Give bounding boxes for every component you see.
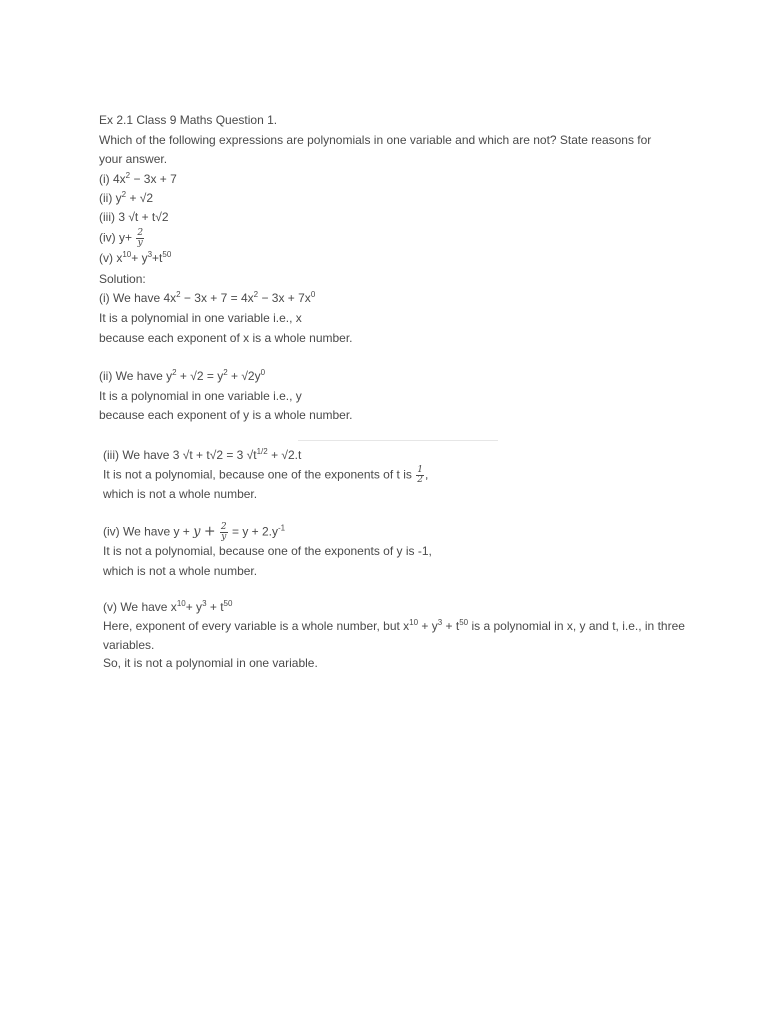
solution-v-line-3: variables. bbox=[103, 638, 155, 652]
solution-iv-line-3: which is not a whole number. bbox=[103, 564, 258, 578]
part-iii: (iii) 3 √t + t√2 bbox=[99, 210, 169, 224]
solution-label: Solution: bbox=[99, 272, 146, 286]
solution-i-line-2: It is a polynomial in one variable i.e., x bbox=[99, 311, 302, 325]
fraction: $\frac{1}{2}$ bbox=[417, 465, 423, 485]
fraction: $\frac{2}{y}$ bbox=[220, 522, 227, 542]
solution-ii-line-3: because each exponent of y is a whole number. bbox=[99, 408, 353, 422]
exercise-title: Ex 2.1 Class 9 Maths Question 1. bbox=[99, 113, 278, 127]
divider bbox=[298, 440, 498, 441]
part-ii: (ii) $y^2 + √2$ bbox=[99, 190, 154, 205]
part-i: (i) $4x^2 - 3x + 7$ bbox=[99, 171, 177, 186]
solution-ii-line-2: It is a polynomial in one variable i.e., y bbox=[99, 389, 302, 403]
solution-iii-line-3: which is not a whole number. bbox=[103, 487, 258, 501]
solution-v-line-2: Here, exponent of every variable is a whole number, but $x^{10} + y^3 + t^{50}$ is a polynomial in x, y and t, i.e., in three bbox=[103, 618, 685, 633]
solution-ii-line-1: (ii) We have $y^2 + √2 = y^2 + √2y^0$ bbox=[99, 368, 266, 383]
solution-iii-line-2: It is not a polynomial, because one of the exponents of t is $\frac{1}{2}$ , bbox=[103, 465, 429, 485]
solution-v-line-1: (v) We have $x^{10}+ y^3 + t^{50}$ bbox=[103, 599, 233, 614]
fraction: $\frac{2}{y}$ bbox=[137, 228, 144, 248]
part-iv: (iv) y+ $\frac{2}{y}$ bbox=[99, 228, 144, 248]
solution-iv-line-1: (iv) We have y + y + $\frac{2}{y}$ = $y + 2.y^{-1}$ bbox=[103, 522, 286, 542]
solution-i-line-1: (i) We have $4x^2 - 3x + 7 = 4x^2 - 3x + 7x^0$ bbox=[99, 290, 316, 305]
question-line-2: your answer. bbox=[99, 152, 168, 166]
solution-iii-line-1: (iii) We have 3 √t + t√2 = 3 $√t^{1/2} + √2.t$ bbox=[103, 447, 302, 462]
part-v: (v) $x^{10}+ y^3+t^{50}$ bbox=[99, 250, 172, 265]
solution-i-line-3: because each exponent of x is a whole number. bbox=[99, 331, 353, 345]
solution-v-line-4: So, it is not a polynomial in one variable. bbox=[103, 656, 318, 670]
question-line-1: Which of the following expressions are polynomials in one variable and which are not? State reasons for bbox=[99, 133, 652, 147]
solution-iv-line-2: It is not a polynomial, because one of the exponents of y is -1, bbox=[103, 544, 432, 558]
